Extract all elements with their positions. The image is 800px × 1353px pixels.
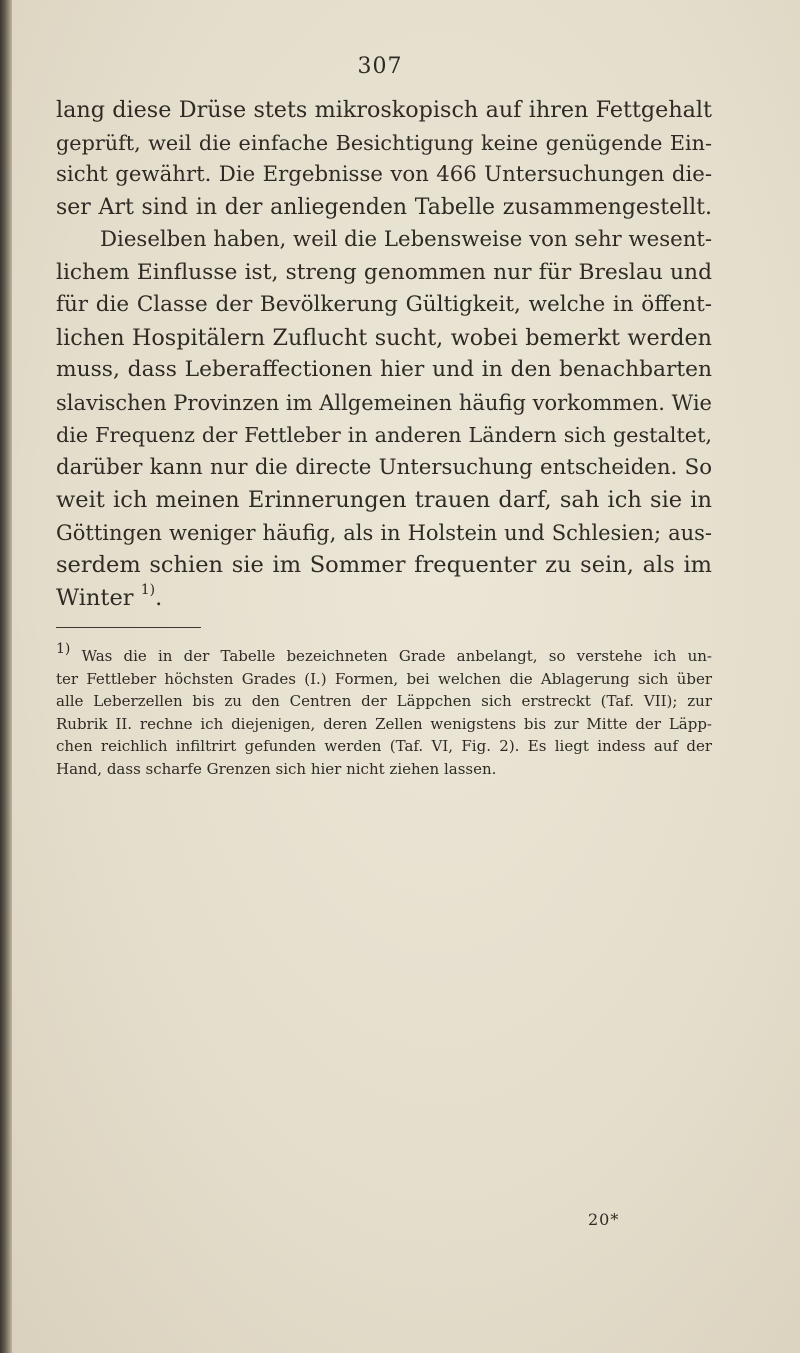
body-line: für die Classe der Bevölkerung Gültigkeit, welche in öffent- [56,292,712,317]
footnote-line: ter Fettleber höchsten Grades (I.) Formen, bei welchen die Ablagerung sich über [56,669,712,688]
body-text [56,94,712,614]
body-line: Dieselben haben, weil die Lebensweise von sehr wesent- [100,227,713,252]
body-line: Göttingen weniger häufig, als in Holstein und Schlesien; aus- [56,520,712,545]
body-line-text: Winter [56,584,134,611]
signature-mark: 20* [588,1210,620,1229]
body-line: weit ich meinen Erinnerungen trauen darf, sah ich sie in [56,487,712,513]
body-line: lichem Einflusse ist, streng genommen nur für Breslau und [56,259,712,285]
footnote-divider [56,627,201,628]
body-line: geprüft, weil die einfache Besichtigung keine genügende Ein- [56,130,712,155]
binding-edge [0,0,12,1353]
body-line: serdem schien sie im Sommer frequenter zu sein, als im [56,552,712,578]
body-line: ser Art sind in der anliegenden Tabelle zusammengestellt. [56,194,712,220]
body-line: lang diese Drüse stets mikroskopisch auf ihren Fettgehalt [56,97,712,123]
footnote-line: Rubrik II. rechne ich diejenigen, deren Zellen wenigstens bis zur Mitte der Läpp- [56,714,712,733]
page-number: 307 [357,54,403,79]
body-line: slavischen Provinzen im Allgemeinen häufig vorkommen. Wie [56,390,712,415]
footnote-line: chen reichlich infiltrirt gefunden werden (Taf. VI, Fig. 2). Es liegt indess auf der [56,737,712,756]
footnote-line-text: Was die in der Tabelle bezeichneten Grade anbelangt, so verstehe ich un- [81,647,712,665]
body-line: die Frequenz der Fettleber in anderen Ländern sich gestaltet, [56,423,712,447]
body-line-last: Winter $^{1)}$. [56,582,163,611]
footnote-line: Hand, dass scharfe Grenzen sich hier nicht ziehen lassen. [56,759,497,778]
body-line: muss, dass Leberaffectionen hier und in den benachbarten [56,357,712,382]
footnote [56,641,712,781]
body-line: darüber kann nur die directe Untersuchung entscheiden. So [56,454,712,480]
footnote-marker: 1) [56,641,71,657]
body-line: lichen Hospitälern Zuflucht sucht, wobei bemerkt werden [56,324,712,351]
footnote-line: alle Leberzellen bis zu den Centren der Läppchen sich erstreckt (Taf. VII); zur [56,692,712,711]
body-line: sicht gewährt. Die Ergebnisse von 466 Untersuchungen die- [56,162,712,187]
footnote-reference[interactable]: 1) [140,582,156,598]
footnote-line-first [56,641,712,668]
